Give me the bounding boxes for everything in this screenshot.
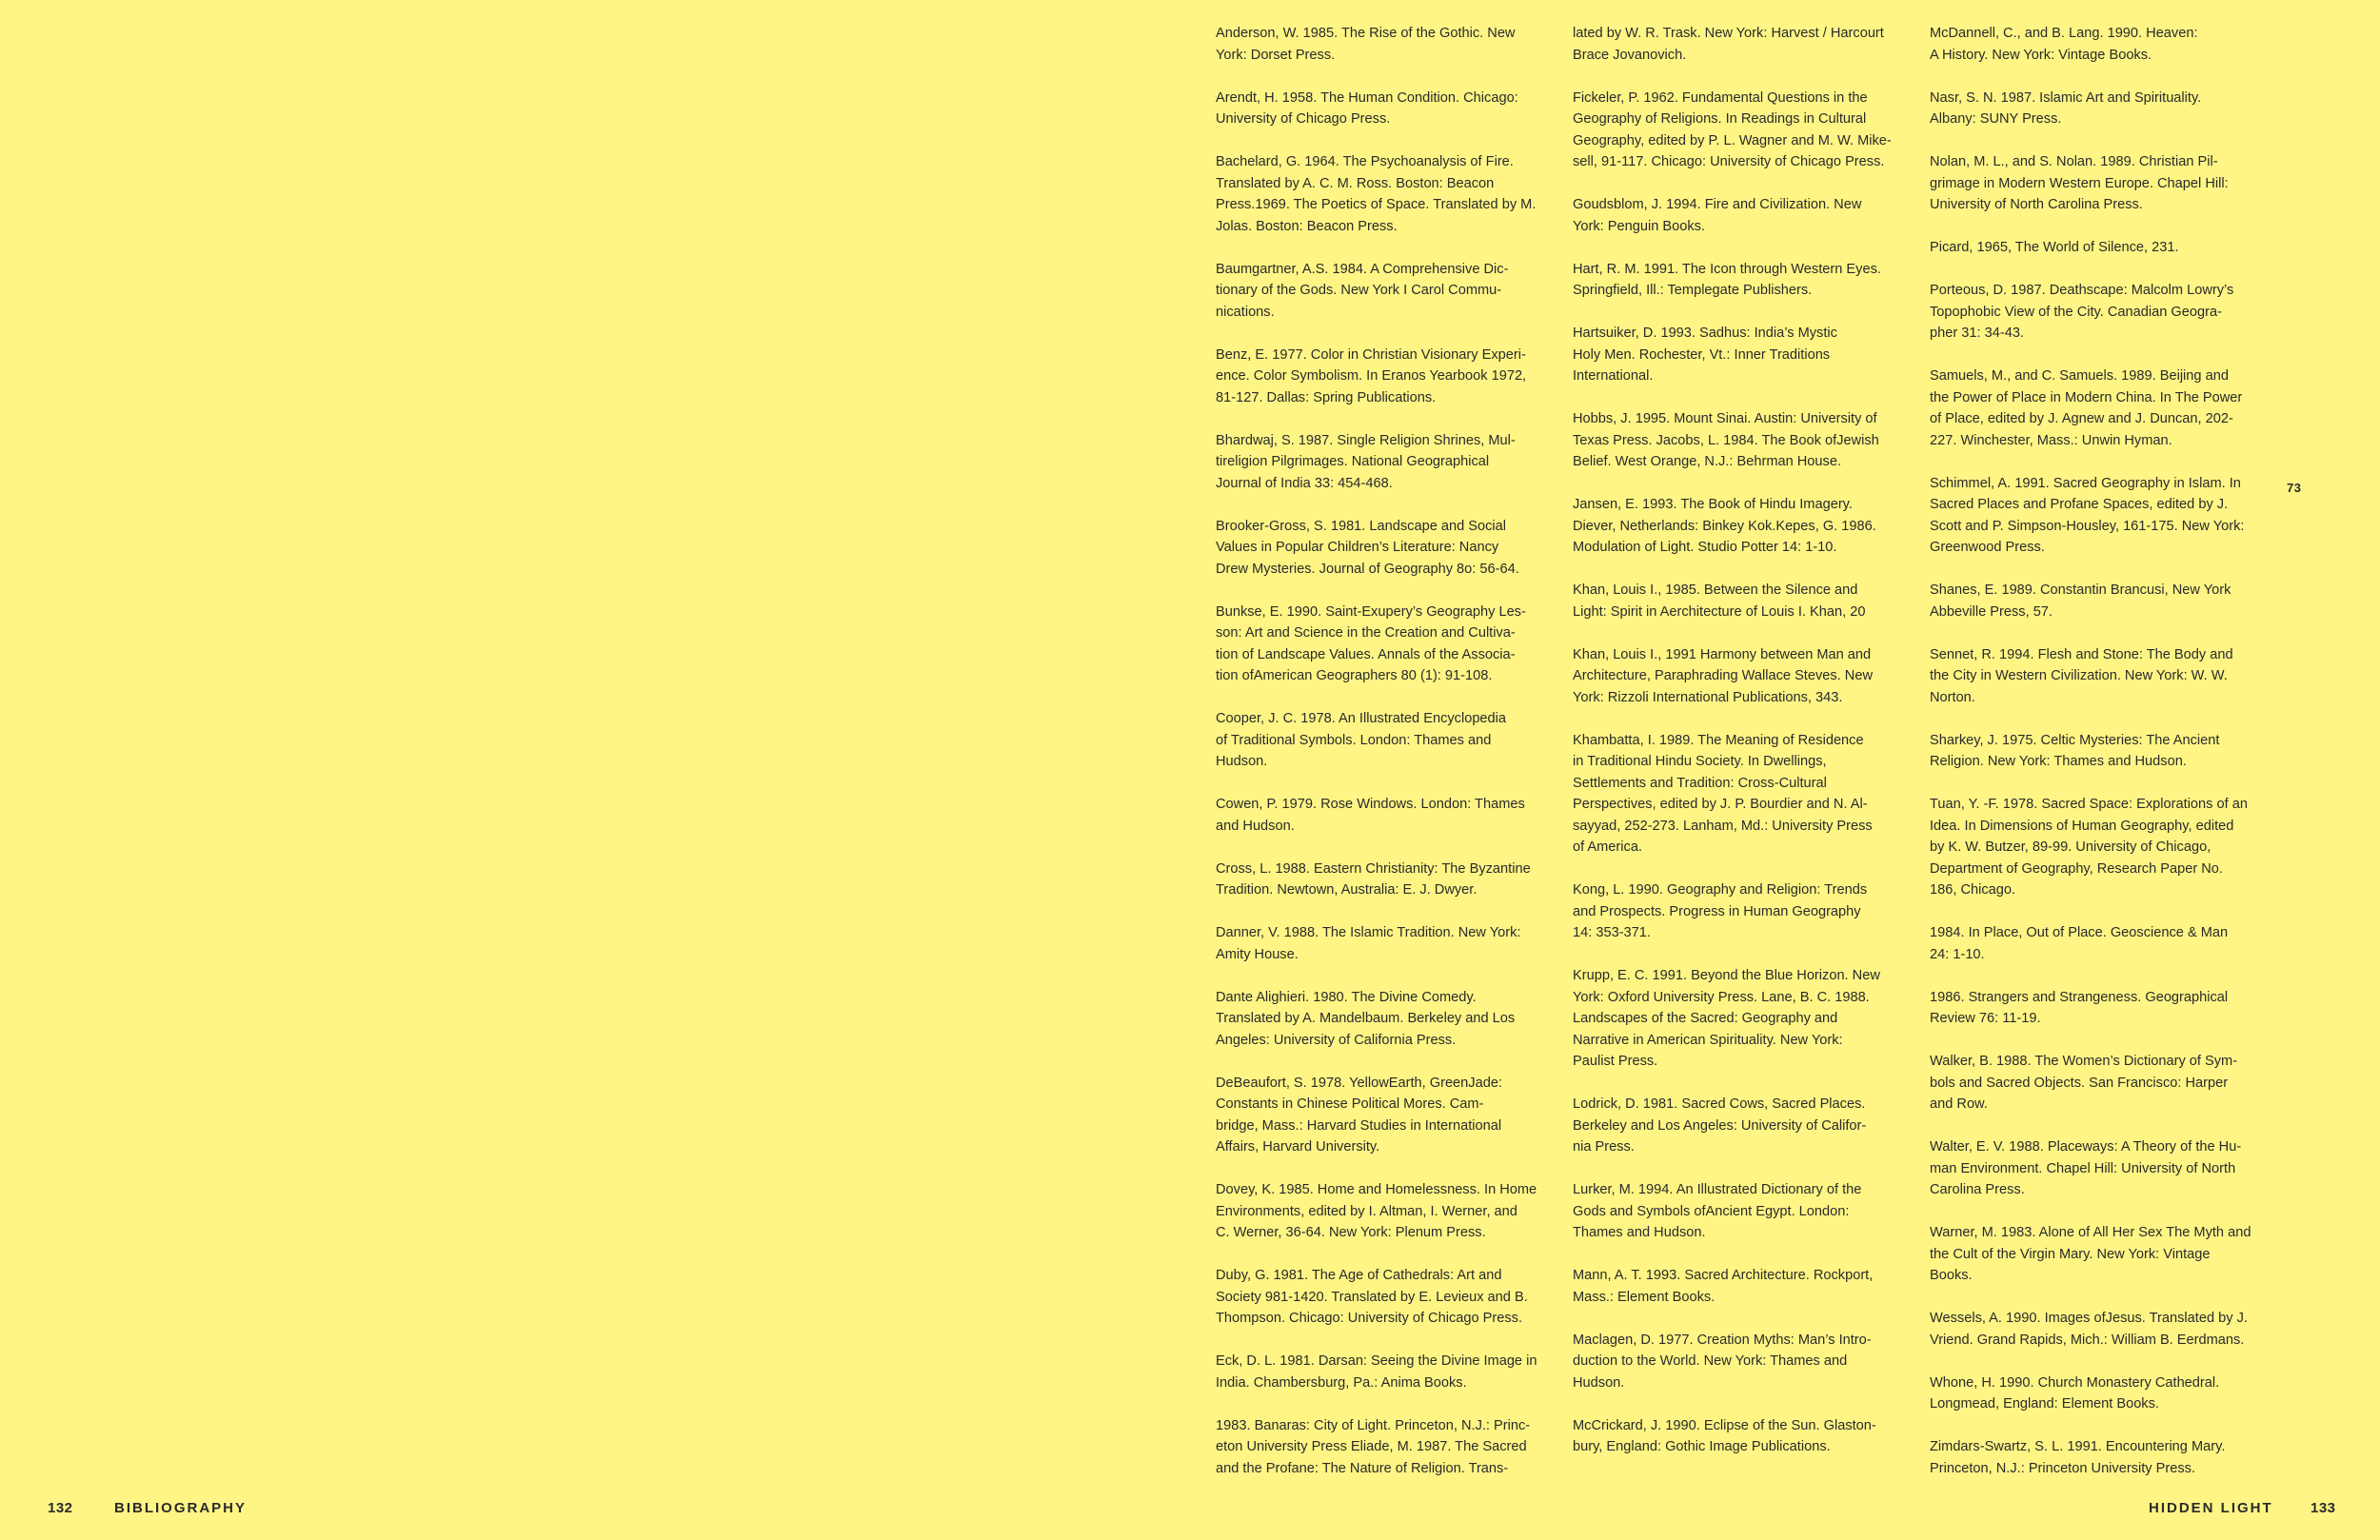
entry-line: Settlements and Tradition: Cross-Cultural	[1573, 775, 1827, 791]
entry-line: C. Werner, 36-64. New York: Plenum Press.	[1216, 1225, 1486, 1240]
bibliography-entry	[1573, 494, 1908, 559]
entry-line: Brooker-Gross, S. 1981. Landscape and Social	[1216, 518, 1507, 534]
entry-line: Jolas. Boston: Beacon Press.	[1216, 218, 1398, 234]
right-running-footer: HIDDEN LIGHT	[2149, 1500, 2273, 1516]
entry-line: Bachelard, G. 1964. The Psychoanalysis of Fire.	[1216, 154, 1514, 169]
entry-line: Khambatta, I. 1989. The Meaning of Residence	[1573, 732, 1864, 748]
entry-line: nications.	[1216, 304, 1275, 320]
entry-line: Perspectives, edited by J. P. Bourdier and N. Al-	[1573, 797, 1868, 812]
bibliography-entry	[1573, 1330, 1908, 1394]
entry-line: Review 76: 11-19.	[1930, 1011, 2041, 1026]
bibliography-entry	[1216, 23, 1551, 66]
entry-line: York: Oxford University Press. Lane, B. C. 1988.	[1573, 989, 1870, 1005]
bibliography-entry	[1573, 1415, 1908, 1458]
bibliography-entry	[1216, 516, 1551, 581]
entry-line: Journal of India 33: 454-468.	[1216, 475, 1393, 491]
entry-line: Cross, L. 1988. Eastern Christianity: The Byzantine	[1216, 860, 1531, 877]
entry-line: Paulist Press.	[1573, 1054, 1658, 1069]
entry-line: Society 981-1420. Translated by E. Levieux and B.	[1216, 1289, 1528, 1305]
entry-line: Lurker, M. 1994. An Illustrated Dictionary of the	[1573, 1182, 1862, 1197]
bibliography-entry	[1930, 922, 2265, 965]
entry-line: Springfield, Ill.: Templegate Publishers.	[1573, 283, 1813, 298]
entry-line: Benz, E. 1977. Color in Christian Visionary Experi-	[1216, 346, 1526, 363]
entry-line: 227. Winchester, Mass.: Unwin Hyman.	[1930, 432, 2172, 448]
entry-line: Krupp, E. C. 1991. Beyond the Blue Horizon. New	[1573, 968, 1880, 983]
entry-line: Narrative in American Spirituality. New York:	[1573, 1032, 1843, 1048]
bibliography-entry	[1216, 1073, 1551, 1158]
entry-line: Holy Men. Rochester, Vt.: Inner Traditions	[1573, 346, 1831, 363]
entry-line: Hartsuiker, D. 1993. Sadhus: India’s Mystic	[1573, 326, 1837, 341]
entry-line: Baumgartner, A.S. 1984. A Comprehensive Dic-	[1216, 261, 1509, 277]
entry-line: Anderson, W. 1985. The Rise of the Gothic. New	[1216, 26, 1516, 41]
bibliography-entry	[1573, 730, 1908, 859]
entry-line: York: Dorset Press.	[1216, 47, 1336, 63]
bibliography-entry	[1573, 323, 1908, 387]
bibliography-column-1	[1216, 23, 1551, 1501]
entry-line: Danner, V. 1988. The Islamic Tradition. New York:	[1216, 925, 1521, 940]
entry-line: McDannell, C., and B. Lang. 1990. Heaven:	[1930, 26, 2198, 41]
entry-line: Environments, edited by I. Altman, I. Werner, and	[1216, 1203, 1517, 1219]
entry-line: Abbeville Press, 57.	[1930, 603, 2053, 620]
entry-line: Norton.	[1930, 689, 1975, 705]
bibliography-entry	[1930, 151, 2265, 216]
entry-line: 1984. In Place, Out of Place. Geoscience & Man	[1930, 925, 2229, 940]
bibliography-entry	[1573, 194, 1908, 237]
entry-line: and the Profane: The Nature of Religion. Trans-	[1216, 1460, 1509, 1476]
bibliography-entry	[1573, 1179, 1908, 1244]
bibliography-entry	[1930, 280, 2265, 345]
entry-line: and Prospects. Progress in Human Geography	[1573, 903, 1861, 919]
entry-line: bridge, Mass.: Harvard Studies in International	[1216, 1117, 1502, 1134]
bibliography-entry	[1930, 237, 2265, 259]
entry-line: pher 31: 34-43.	[1930, 326, 2024, 341]
entry-line: Constants in Chinese Political Mores. Cam-	[1216, 1096, 1484, 1112]
entry-line: Press.1969. The Poetics of Space. Translated by M.	[1216, 197, 1537, 212]
entry-line: India. Chambersburg, Pa.: Anima Books.	[1216, 1374, 1467, 1391]
entry-line: Hart, R. M. 1991. The Icon through Western Eyes.	[1573, 261, 1881, 277]
entry-line: Cooper, J. C. 1978. An Illustrated Encyclopedia	[1216, 711, 1507, 726]
entry-line: 24: 1-10.	[1930, 946, 1985, 962]
entry-line: nia Press.	[1573, 1139, 1635, 1155]
entry-line: Drew Mysteries. Journal of Geography 8o: 56-64.	[1216, 561, 1519, 577]
entry-line: Light: Spirit in Aerchitecture of Louis I. Khan, 20	[1573, 603, 1866, 620]
entry-line: Hudson.	[1216, 754, 1268, 769]
bibliography-entry	[1573, 88, 1908, 173]
bibliography-entry	[1930, 23, 2265, 66]
entry-line: Albany: SUNY Press.	[1930, 111, 2062, 127]
bibliography-entry	[1930, 1436, 2265, 1479]
entry-line: the Power of Place in Modern China. In The Power	[1930, 389, 2243, 405]
entry-line: Fickeler, P. 1962. Fundamental Questions in the	[1573, 89, 1868, 106]
bibliography-entry	[1573, 1094, 1908, 1158]
bibliography-entry	[1216, 1265, 1551, 1330]
bibliography-entry	[1930, 1051, 2265, 1116]
bibliography-entry	[1573, 259, 1908, 302]
entry-line: McCrickard, J. 1990. Eclipse of the Sun. Glaston-	[1573, 1417, 1876, 1433]
right-page-number: 133	[2311, 1500, 2336, 1516]
entry-line: Landscapes of the Sacred: Geography and	[1573, 1011, 1838, 1026]
entry-line: ence. Color Symbolism. In Eranos Yearbook 1972,	[1216, 368, 1527, 384]
entry-line: Affairs, Harvard University.	[1216, 1139, 1380, 1155]
entry-line: of America.	[1573, 839, 1642, 855]
entry-line: Kong, L. 1990. Geography and Religion: Trends	[1573, 882, 1868, 898]
entry-line: Duby, G. 1981. The Age of Cathedrals: Art and	[1216, 1268, 1502, 1283]
bibliography-entry	[1216, 345, 1551, 409]
entry-line: Longmead, England: Element Books.	[1930, 1396, 2159, 1412]
entry-line: Brace Jovanovich.	[1573, 47, 1687, 63]
left-page-number: 132	[48, 1500, 73, 1516]
entry-line: Mann, A. T. 1993. Sacred Architecture. Rockport,	[1573, 1268, 1874, 1283]
entry-line: International.	[1573, 368, 1654, 384]
entry-line: Khan, Louis I., 1985. Between the Silence and	[1573, 582, 1858, 598]
bibliography-entry	[1930, 987, 2265, 1030]
entry-line: Thompson. Chicago: University of Chicago Press.	[1216, 1311, 1523, 1326]
entry-line: Khan, Louis I., 1991 Harmony between Man and	[1573, 646, 1872, 662]
bibliography-entry	[1216, 1351, 1551, 1393]
entry-line: A History. New York: Vintage Books.	[1930, 47, 2152, 63]
entry-line: Values in Popular Children’s Literature: Nancy	[1216, 540, 1499, 555]
entry-line: Diever, Netherlands: Binkey Kok.Kepes, G. 1986.	[1573, 518, 1876, 534]
entry-line: Dovey, K. 1985. Home and Homelessness. In Home	[1216, 1182, 1537, 1197]
entry-line: 14: 353-371.	[1573, 925, 1651, 940]
entry-line: tionary of the Gods. New York I Carol Commu-	[1216, 283, 1502, 298]
entry-line: Tradition. Newtown, Australia: E. J. Dwyer.	[1216, 882, 1478, 898]
entry-line: Idea. In Dimensions of Human Geography, edited	[1930, 818, 2234, 834]
bibliography-entry	[1216, 88, 1551, 130]
entry-line: Sacred Places and Profane Spaces, edited by J.	[1930, 497, 2229, 512]
bibliography-entry	[1930, 1136, 2265, 1201]
entry-line: Wessels, A. 1990. Images ofJesus. Translated by J.	[1930, 1311, 2248, 1326]
entry-line: Whone, H. 1990. Church Monastery Cathedral.	[1930, 1374, 2220, 1391]
bibliography-entry	[1216, 1179, 1551, 1244]
entry-line: Carolina Press.	[1930, 1182, 2025, 1197]
entry-line: Hobbs, J. 1995. Mount Sinai. Austin: University of	[1573, 411, 1877, 426]
entry-line: eton University Press Eliade, M. 1987. The Sacred	[1216, 1439, 1527, 1454]
bibliography-entry	[1573, 644, 1908, 709]
entry-line: Bhardwaj, S. 1987. Single Religion Shrines, Mul-	[1216, 432, 1516, 448]
entry-line: Vriend. Grand Rapids, Mich.: William B. Eerdmans.	[1930, 1332, 2245, 1348]
entry-line: Shanes, E. 1989. Constantin Brancusi, New York	[1930, 582, 2231, 598]
entry-line: Thames and Hudson.	[1573, 1225, 1706, 1240]
bibliography-entry	[1216, 859, 1551, 901]
bibliography-entry	[1573, 1265, 1908, 1308]
entry-line: the Cult of the Virgin Mary. New York: Vintage	[1930, 1246, 2211, 1262]
entry-line: Department of Geography, Research Paper No.	[1930, 860, 2223, 877]
entry-line: Goudsblom, J. 1994. Fire and Civilization. New	[1573, 197, 1862, 212]
entry-line: Sharkey, J. 1975. Celtic Mysteries: The Ancient	[1930, 732, 2220, 748]
entry-line: of Place, edited by J. Agnew and J. Duncan, 202-	[1930, 411, 2233, 426]
entry-line: Lodrick, D. 1981. Sacred Cows, Sacred Places.	[1573, 1096, 1866, 1112]
entry-line: 186, Chicago.	[1930, 882, 2016, 898]
entry-line: Nasr, S. N. 1987. Islamic Art and Spirituality.	[1930, 89, 2202, 106]
entry-line: Greenwood Press.	[1930, 540, 2045, 555]
entry-line: Amity House.	[1216, 946, 1299, 962]
entry-line: tireligion Pilgrimages. National Geographical	[1216, 454, 1490, 469]
entry-line: bury, England: Gothic Image Publications.	[1573, 1439, 1831, 1454]
bibliography-entry	[1930, 1308, 2265, 1351]
bibliography-entry	[1216, 1415, 1551, 1480]
bibliography-entry	[1216, 987, 1551, 1052]
entry-line: Geography of Religions. In Readings in Cultural	[1573, 111, 1867, 127]
entry-line: DeBeaufort, S. 1978. YellowEarth, GreenJade:	[1216, 1075, 1502, 1091]
bibliography-entry	[1216, 602, 1551, 687]
entry-line: Topophobic View of the City. Canadian Geogra-	[1930, 304, 2222, 320]
entry-line: Walter, E. V. 1988. Placeways: A Theory of the Hu-	[1930, 1139, 2242, 1155]
entry-line: Bunkse, E. 1990. Saint-Exupery’s Geography Les-	[1216, 603, 1526, 620]
entry-line: Belief. West Orange, N.J.: Behrman House.	[1573, 454, 1841, 469]
bibliography-entry	[1216, 922, 1551, 965]
bibliography-entry	[1930, 88, 2265, 130]
bibliography-entry	[1930, 644, 2265, 709]
entry-line: Dante Alighieri. 1980. The Divine Comedy.	[1216, 989, 1477, 1005]
entry-line: Books.	[1930, 1268, 1973, 1283]
entry-line: 1986. Strangers and Strangeness. Geographical	[1930, 989, 2229, 1005]
bibliography-entry	[1930, 580, 2265, 622]
entry-line: York: Penguin Books.	[1573, 218, 1706, 234]
entry-line: Arendt, H. 1958. The Human Condition. Chicago:	[1216, 89, 1518, 106]
bibliography-entry	[1930, 365, 2265, 451]
entry-line: Angeles: University of California Press.	[1216, 1032, 1457, 1048]
entry-line: Princeton, N.J.: Princeton University Press.	[1930, 1460, 2195, 1476]
entry-line: Hudson.	[1573, 1374, 1625, 1391]
entry-line: sell, 91-117. Chicago: University of Chicago Press.	[1573, 154, 1885, 169]
entry-line: Berkeley and Los Angeles: University of Califor-	[1573, 1117, 1867, 1134]
entry-line: Scott and P. Simpson-Housley, 161-175. New York:	[1930, 518, 2245, 534]
bibliography-entry	[1216, 708, 1551, 773]
entry-line: and Row.	[1930, 1096, 1988, 1112]
entry-line: 1983. Banaras: City of Light. Princeton, N.J.: Princ-	[1216, 1417, 1531, 1433]
entry-line: Maclagen, D. 1977. Creation Myths: Man’s Intro-	[1573, 1332, 1872, 1348]
entry-line: sayyad, 252-273. Lanham, Md.: University Press	[1573, 818, 1873, 834]
entry-line: man Environment. Chapel Hill: University of North	[1930, 1160, 2236, 1176]
entry-line: by K. W. Butzer, 89-99. University of Chicago,	[1930, 839, 2211, 855]
bibliography-entry	[1573, 23, 1908, 66]
bibliography-entry	[1930, 1372, 2265, 1415]
side-page-number: 73	[2287, 481, 2302, 495]
entry-line: Tuan, Y. -F. 1978. Sacred Space: Explorations of an	[1930, 797, 2248, 812]
entry-line: Schimmel, A. 1991. Sacred Geography in Islam. In	[1930, 475, 2241, 491]
entry-line: and Hudson.	[1216, 818, 1295, 834]
bibliography-column-3	[1930, 23, 2265, 1501]
entry-line: Eck, D. L. 1981. Darsan: Seeing the Divine Image in	[1216, 1353, 1537, 1369]
entry-line: of Traditional Symbols. London: Thames and	[1216, 732, 1492, 748]
entry-line: Porteous, D. 1987. Deathscape: Malcolm Lowry’s	[1930, 283, 2234, 298]
entry-line: University of Chicago Press.	[1216, 111, 1391, 127]
entry-line: Texas Press. Jacobs, L. 1984. The Book ofJewish	[1573, 432, 1879, 448]
entry-line: Religion. New York: Thames and Hudson.	[1930, 754, 2187, 769]
entry-line: bols and Sacred Objects. San Francisco: Harper	[1930, 1075, 2229, 1091]
bibliography-entry	[1930, 1222, 2265, 1287]
entry-line: 81-127. Dallas: Spring Publications.	[1216, 389, 1437, 405]
bibliography-entry	[1216, 430, 1551, 495]
entry-line: Jansen, E. 1993. The Book of Hindu Imagery.	[1573, 497, 1853, 512]
entry-line: Geography, edited by P. L. Wagner and M. W. Mike-	[1573, 132, 1892, 148]
entry-line: Samuels, M., and C. Samuels. 1989. Beijing and	[1930, 368, 2229, 384]
entry-line: in Traditional Hindu Society. In Dwellings,	[1573, 754, 1827, 769]
bibliography-entry	[1216, 794, 1551, 837]
bibliography-entry	[1930, 730, 2265, 773]
left-running-footer: BIBLIOGRAPHY	[114, 1500, 248, 1516]
bibliography-entry	[1930, 473, 2265, 559]
entry-line: son: Art and Science in the Creation and Cultiva-	[1216, 625, 1516, 641]
entry-line: Zimdars-Swartz, S. L. 1991. Encountering Mary.	[1930, 1439, 2226, 1454]
entry-line: York: Rizzoli International Publications, 343.	[1573, 689, 1843, 705]
bibliography-entry	[1216, 151, 1551, 237]
entry-line: Modulation of Light. Studio Potter 14: 1-10.	[1573, 540, 1837, 555]
entry-line: grimage in Modern Western Europe. Chapel Hill:	[1930, 175, 2229, 191]
entry-line: Picard, 1965, The World of Silence, 231.	[1930, 240, 2179, 255]
entry-line: Translated by A. C. M. Ross. Boston: Beacon	[1216, 175, 1495, 191]
bibliography-entry	[1930, 794, 2265, 901]
entry-line: tion ofAmerican Geographers 80 (1): 91-108.	[1216, 668, 1493, 683]
entry-line: lated by W. R. Trask. New York: Harvest / Harcourt	[1573, 26, 1884, 41]
entry-line: Mass.: Element Books.	[1573, 1289, 1716, 1305]
entry-line: Gods and Symbols ofAncient Egypt. London:	[1573, 1203, 1850, 1219]
entry-line: Walker, B. 1988. The Women’s Dictionary of Sym-	[1930, 1054, 2238, 1069]
entry-line: Architecture, Paraphrading Wallace Steves. New	[1573, 668, 1873, 683]
bibliography-column-2	[1573, 23, 1908, 1479]
entry-line: the City in Western Civilization. New York: W. W.	[1930, 668, 2228, 683]
entry-line: Cowen, P. 1979. Rose Windows. London: Thames	[1216, 797, 1525, 812]
entry-line: duction to the World. New York: Thames and	[1573, 1353, 1848, 1369]
entry-line: University of North Carolina Press.	[1930, 197, 2143, 212]
entry-line: Warner, M. 1983. Alone of All Her Sex The Myth and	[1930, 1225, 2251, 1240]
bibliography-entry	[1216, 259, 1551, 324]
bibliography-entry	[1573, 879, 1908, 944]
entry-line: Translated by A. Mandelbaum. Berkeley and Los	[1216, 1011, 1516, 1026]
bibliography-entry	[1573, 408, 1908, 473]
entry-line: tion of Landscape Values. Annals of the Associa-	[1216, 646, 1516, 662]
entry-line: Sennet, R. 1994. Flesh and Stone: The Body and	[1930, 646, 2233, 662]
entry-line: Nolan, M. L., and S. Nolan. 1989. Christian Pil-	[1930, 154, 2218, 169]
bibliography-entry	[1573, 580, 1908, 622]
bibliography-entry	[1573, 965, 1908, 1073]
